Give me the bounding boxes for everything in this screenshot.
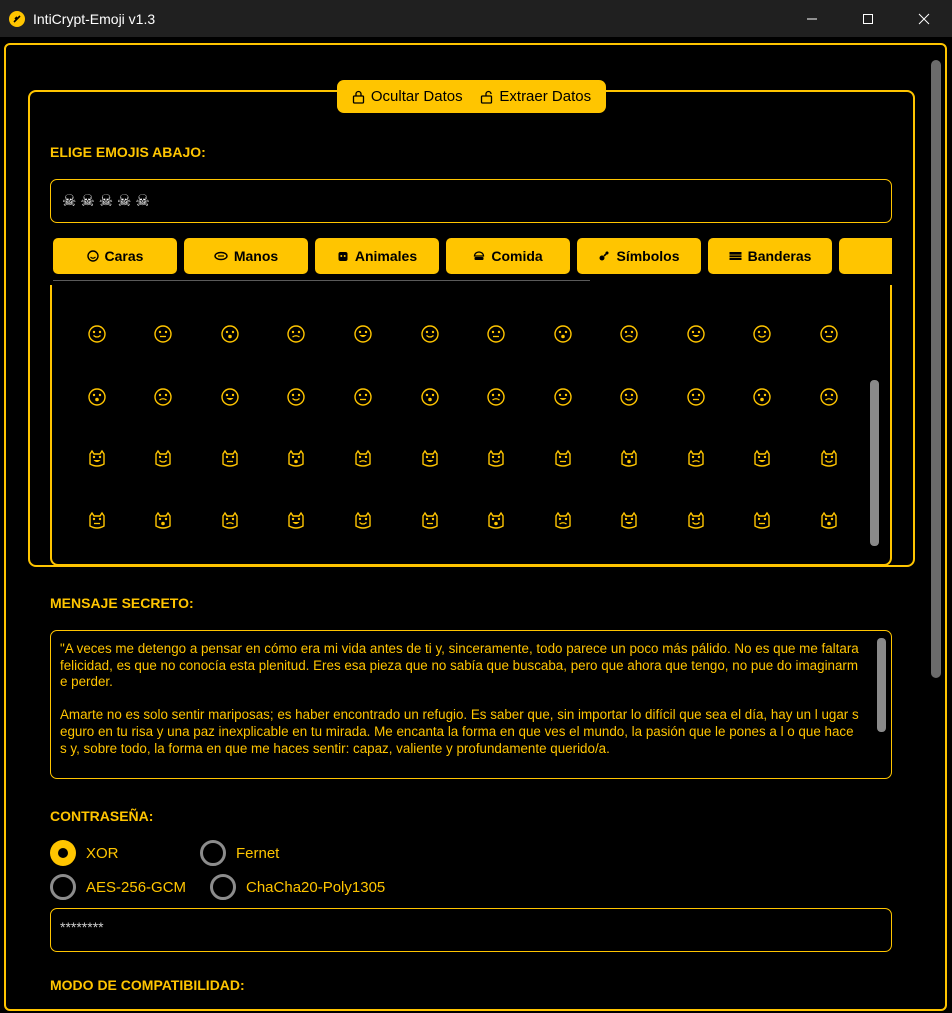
girl-icon[interactable] bbox=[553, 511, 573, 531]
sleepy-face-icon[interactable] bbox=[87, 387, 107, 407]
category-bar bbox=[53, 238, 892, 274]
main-scrollbar[interactable] bbox=[931, 60, 941, 678]
selected-emoji: ☠ bbox=[117, 193, 132, 210]
angry-devil-icon[interactable] bbox=[752, 387, 772, 407]
radio-xor[interactable] bbox=[50, 840, 119, 866]
radio-chacha-label: ChaCha20-Poly1305 bbox=[246, 878, 386, 896]
category-caras-label: Caras bbox=[104, 248, 144, 264]
laugh-icon[interactable] bbox=[353, 387, 373, 407]
category-scrollbar[interactable] bbox=[53, 280, 590, 281]
radio-xor-label: XOR bbox=[86, 844, 119, 862]
ghost-icon[interactable] bbox=[286, 449, 306, 469]
message-scrollbar[interactable] bbox=[877, 638, 886, 732]
face-icon bbox=[87, 250, 99, 262]
radio-indicator bbox=[210, 874, 236, 900]
cat-heart-eyes-icon[interactable] bbox=[819, 449, 839, 469]
tongue-face-icon[interactable] bbox=[752, 324, 772, 344]
drool-icon[interactable] bbox=[486, 324, 506, 344]
tab-extraer-label: Extraer Datos bbox=[499, 88, 592, 105]
cry-icon[interactable] bbox=[686, 324, 706, 344]
lock-open-icon bbox=[480, 90, 493, 104]
smirk-icon[interactable] bbox=[220, 324, 240, 344]
wink-icon[interactable] bbox=[619, 324, 639, 344]
cat-smile-icon[interactable] bbox=[686, 449, 706, 469]
selected-emoji: ☠ bbox=[80, 193, 95, 210]
selected-emoji: ☠ bbox=[98, 193, 114, 210]
radio-chacha20[interactable] bbox=[210, 874, 385, 900]
animal-icon bbox=[337, 250, 349, 262]
cat-cry-icon[interactable] bbox=[286, 511, 306, 531]
robot-icon[interactable] bbox=[486, 449, 506, 469]
food-icon bbox=[473, 250, 485, 262]
tab-ocultar-label: Ocultar Datos bbox=[370, 88, 463, 105]
category-animales-label: Animales bbox=[354, 248, 418, 264]
category-banderas-label: Banderas bbox=[747, 248, 812, 264]
kiss-face-icon[interactable] bbox=[819, 324, 839, 344]
category-simbolos-label: Símbolos bbox=[616, 248, 680, 264]
tab-extraer-datos[interactable] bbox=[480, 88, 591, 105]
older-man-icon[interactable] bbox=[752, 511, 772, 531]
secret-message-textarea[interactable]: "A veces me detengo a pensar en cómo era mi vida antes de ti y, sinceramente, todo parece un poco más pálido. No es que me faltara felicidad, es que no conocía esta plenitud. Eres esa pieza que no sabía que buscaba, pero que ahora que tengo, no pue do imaginarme perder. Amarte no es solo sentir mariposas; es haber encontrado un refugio. Es saber que, sin importar lo difícil que sea el día, hay un l ugar seguro en tu risa y una paz inexplicable en tu mirada. Me encanta la forma en que ves el mundo, la pasión que le pones a l o que haces y, sobre todo, la forma en que me haces sentir: capaz, valiente y profundamente querido/a. bbox=[50, 630, 892, 779]
radio-aes-256-gcm[interactable] bbox=[50, 874, 186, 900]
category-manos-label: Manos bbox=[233, 248, 279, 264]
mode-tabbar bbox=[337, 80, 606, 113]
radio-fernet-label: Fernet bbox=[236, 844, 280, 862]
category-viajes-button[interactable] bbox=[839, 238, 892, 274]
cat-grin-icon[interactable] bbox=[752, 449, 772, 469]
selected-emoji: ☠ bbox=[135, 193, 150, 210]
message-section-label: MENSAJE SECRETO: bbox=[50, 595, 194, 611]
surprised-icon[interactable] bbox=[420, 324, 440, 344]
symbols-icon bbox=[598, 250, 610, 262]
emoji-section-label: ELIGE EMOJIS ABAJO: bbox=[50, 144, 206, 160]
radio-aes-label: AES-256-GCM bbox=[86, 878, 187, 896]
tongue-out-icon[interactable] bbox=[153, 387, 173, 407]
hands-icon bbox=[214, 251, 228, 261]
devil-icon[interactable] bbox=[686, 387, 706, 407]
selected-emojis-field[interactable] bbox=[50, 179, 892, 223]
radio-indicator bbox=[200, 840, 226, 866]
compat-section-label: MODO DE COMPATIBILIDAD: bbox=[50, 977, 245, 993]
close-icon bbox=[918, 13, 930, 25]
cat-face-icon[interactable] bbox=[619, 449, 639, 469]
cat-scream-icon[interactable] bbox=[220, 511, 240, 531]
monocle-icon[interactable] bbox=[553, 387, 573, 407]
space-invader-icon[interactable] bbox=[420, 449, 440, 469]
yawn-icon[interactable] bbox=[286, 387, 306, 407]
boy-icon[interactable] bbox=[486, 511, 506, 531]
maximize-icon bbox=[862, 13, 874, 25]
category-manos-button[interactable] bbox=[184, 238, 308, 274]
woman-icon[interactable] bbox=[686, 511, 706, 531]
curly-hair-icon[interactable] bbox=[819, 511, 839, 531]
selected-emoji: ☠ bbox=[62, 193, 77, 210]
wince-icon[interactable] bbox=[286, 324, 306, 344]
cat-smirk-icon[interactable] bbox=[87, 511, 107, 531]
close-button[interactable] bbox=[896, 0, 952, 37]
title-bar bbox=[0, 0, 952, 37]
category-simbolos-button[interactable] bbox=[577, 238, 701, 274]
category-comida-label: Comida bbox=[491, 248, 543, 264]
cat-kiss-icon[interactable] bbox=[153, 511, 173, 531]
category-comida-button[interactable] bbox=[446, 238, 570, 274]
flag-icon bbox=[729, 251, 742, 261]
clown-icon[interactable] bbox=[87, 449, 107, 469]
radio-fernet[interactable] bbox=[200, 840, 279, 866]
face-icon[interactable] bbox=[153, 324, 173, 344]
category-animales-button[interactable] bbox=[315, 238, 439, 274]
baby-icon[interactable] bbox=[420, 511, 440, 531]
minimize-button[interactable] bbox=[784, 0, 840, 37]
man-icon[interactable] bbox=[619, 511, 639, 531]
alien-icon[interactable] bbox=[353, 449, 373, 469]
emoji-grid-scrollbar[interactable] bbox=[870, 380, 879, 546]
minimize-icon bbox=[806, 13, 818, 25]
skull-icon[interactable] bbox=[153, 449, 173, 469]
password-input[interactable]: ******** bbox=[50, 908, 892, 952]
category-caras-button[interactable] bbox=[53, 238, 177, 274]
skull-crossbones-icon[interactable] bbox=[220, 449, 240, 469]
app-logo-icon bbox=[9, 11, 25, 27]
crazy-face-icon[interactable] bbox=[420, 387, 440, 407]
pumpkin-icon[interactable] bbox=[553, 449, 573, 469]
maximize-button[interactable] bbox=[840, 0, 896, 37]
dizzy-face-icon[interactable] bbox=[353, 324, 373, 344]
category-banderas-button[interactable] bbox=[708, 238, 832, 274]
lock-closed-icon bbox=[352, 90, 365, 104]
shock-icon[interactable] bbox=[553, 324, 573, 344]
cat-pout-icon[interactable] bbox=[353, 511, 373, 531]
tab-ocultar-datos[interactable] bbox=[352, 88, 463, 105]
radio-selected-indicator bbox=[50, 840, 76, 866]
glasses-face-icon[interactable] bbox=[220, 387, 240, 407]
window-title: IntiCrypt-Emoji v1.3 bbox=[33, 10, 156, 27]
radio-indicator bbox=[50, 874, 76, 900]
smile-icon[interactable] bbox=[87, 324, 107, 344]
nerd-face-icon[interactable] bbox=[619, 387, 639, 407]
ogre-icon[interactable] bbox=[819, 387, 839, 407]
password-section-label: CONTRASEÑA: bbox=[50, 808, 154, 824]
blush-icon[interactable] bbox=[486, 387, 506, 407]
